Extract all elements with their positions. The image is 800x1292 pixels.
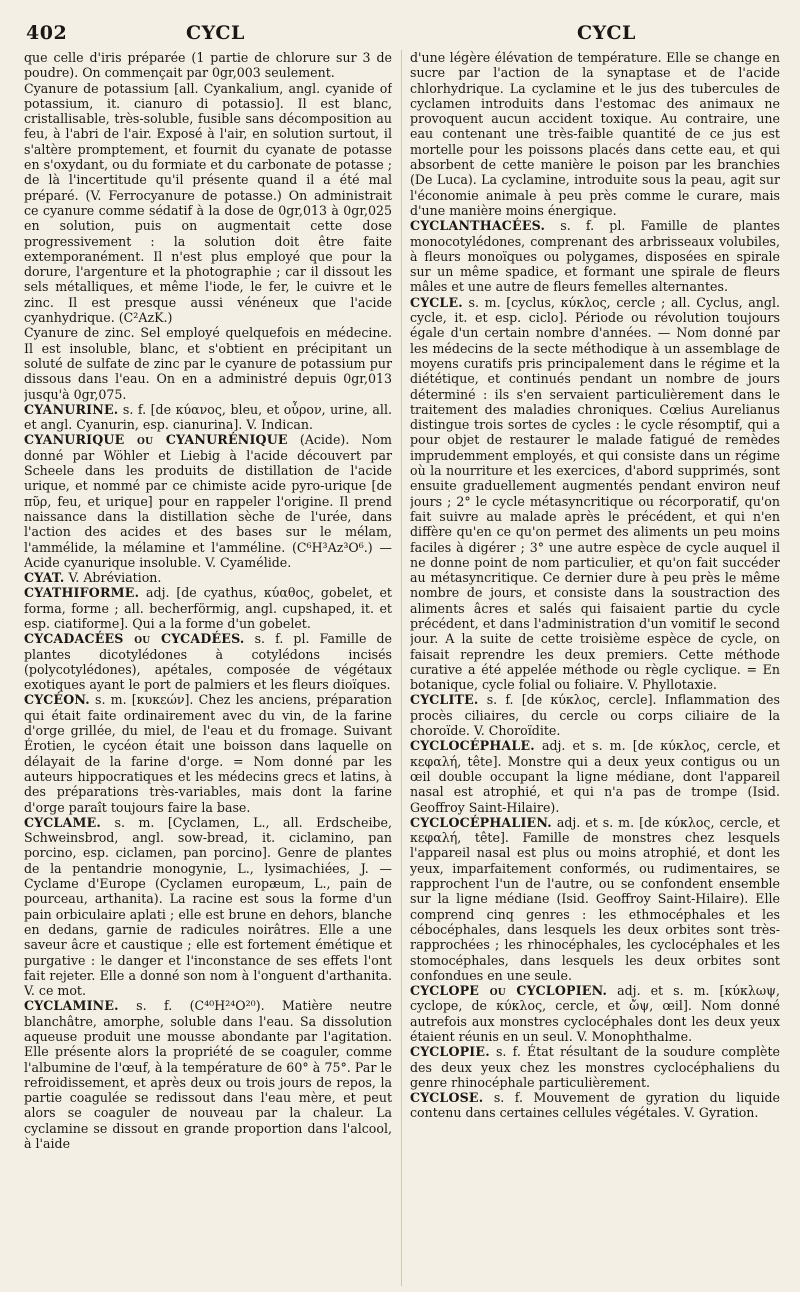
entry (410, 295, 780, 693)
entry-headword: CYCLAMINE. (24, 998, 119, 1014)
entry (24, 998, 392, 1151)
page-number: 402 (26, 22, 68, 44)
entry-text: V. Abréviation. (68, 570, 162, 586)
entry-text: adj. et s. m. [de κύκλος, cercle, et κεφαλή, tête]. Famille de monstres chez lesquels l'appareil nasal est plus ou moins atrophié, et dont les yeux, imparfaitement conformés, ou rudimentaires, se rapprochent l'un de l'autre, ou se confondent ensemble sur la ligne médiane (Isid. Geoffroy Saint-Hilaire). Elle comprend cinq genres : les ethmocéphales et les cébocéphales, dans lesquels les deux orbites sont très-rapprochées ; les rhinocéphales, les cyclocéphales et les stomocéphales, dans lesquels les deux orbites sont confondues en une seule. (410, 814, 780, 983)
entry-headword: CYCLITE. (410, 692, 479, 708)
entry-headword: CYCLOSE. (410, 1090, 484, 1106)
entry-headword: CYCLOPIE. (410, 1044, 490, 1060)
right-column (410, 50, 780, 1286)
entry-headword: CYATHIFORME. (24, 585, 140, 601)
entry (24, 325, 392, 401)
entry (410, 1090, 780, 1121)
entry-text: s. f. [de κύανος, bleu, et οὖρον, urine, all. et angl. Cyanurin, esp. cianurina]. V. Indican. (24, 401, 392, 433)
entry (24, 631, 392, 692)
entry-headword: CYANURIQUE ou CYANURÉNIQUE (24, 432, 288, 448)
entry-headword: CYCADACÉES ou CYCADÉES. (24, 631, 245, 647)
entry-headword: CYAT. (24, 570, 65, 586)
entry-text: s. f. (C⁴⁰H²⁴O²⁰). Matière neutre blanchâtre, amorphe, soluble dans l'eau. Sa dissolution aqueuse produit une mousse abondante par l'agitation. Elle présente alors la propriété de se coaguler, comme l'albumine de l'œuf, à la température de 60° à 75°. Par le refroidissement, et après deux ou trois jours de repos, la partie coagulée se redissout dans l'eau mère, et peut alors se coaguler de nouveau par la chaleur. La cyclamine se dissout en grande proportion dans l'alcool, à l'aide (24, 998, 392, 1152)
entry-text: (Acide). Nom donné par Wöhler et Liebig à l'acide découvert par Scheele dans les produits de distillation de l'acide urique, et nommé par ce chimiste acide pyro-urique [de πῦρ, feu, et urique] pour en rappeler l'origine. Il prend naissance dans la distillation sèche de l'urée, dans l'action des acides et des bases sur le mélam, l'ammélide, la mélamine et l'amméline. (C⁶H³Az³O⁶.) — Acide cyanurique insoluble. V. Cyamélide. (24, 432, 392, 570)
entry-headword: CYCLOPE ou CYCLOPIEN. (410, 983, 608, 999)
entry (410, 738, 780, 814)
entry (24, 432, 392, 570)
entry (24, 585, 392, 631)
entry-text: s. m. [cyclus, κύκλος, cercle ; all. Cyclus, angl. cycle, it. et esp. ciclo]. Période ou révolution toujours égale d'un certain nombre d'années. — Nom donné par les médecins de la secte méthodique à un assemblage de moyens curatifs pris principalement dans le régime et la diététique, et continués pendant un nombre de jours déterminé : ils s'en servaient particulièrement dans le traitement des maladies chroniques. Cœlius Aurelianus distingue trois sortes de cycles : le cycle résomptif, qui a pour objet de restaurer le malade fatigué de remèdes imprudemment employés, et qui consiste dans un régime où la nourriture et les exercices, d'abord supprimés, sont ensuite graduellement augmentés pendant environ neuf jours ; 2° le cycle métasyncritique ou récorporatif, qu'on fait suivre au malade après le précédent, et qui n'en diffère qu'en ce qu'on permet des aliments un peu moins faciles à digérer ; 3° une autre espèce de cycle auquel il ne donne point de nom particulier, et qu'on fait succéder au métasyncritique. Ce dernier dure à peu près le même nombre de jours, et consiste dans la soustraction des aliments âcres et salés qui faisaient partie du cycle précédent, et dans l'administration d'un vomitif le second jour. A la suite de cette troisième espèce de cycle, on faisait reprendre les deux premiers. Cette méthode curative a été appelée méthode ou règle cyclique. = En botanique, cycle folial ou foliaire. V. Phyllotaxie. (410, 294, 780, 693)
right-running-head: CYCL (577, 22, 636, 44)
entry-headword: CYCLE. (410, 294, 463, 310)
entry-headword: CYANURINE. (24, 401, 119, 417)
entry (410, 815, 780, 983)
entry-text: adj. et s. m. [κύκλωψ, cyclope, de κύκλος, cercle, et ὤψ, œil]. Nom donné autrefois aux monstres cyclocéphales dont les deux yeux étaient réunis en un seul. V. Monophthalme. (410, 983, 780, 1044)
entry (410, 1044, 780, 1090)
entry-text: s. f. État résultant de la soudure complète des deux yeux chez les monstres cyclocéphaliens du genre rhinocéphale particulièrement. (410, 1044, 780, 1090)
column-divider (401, 50, 402, 1286)
entry-headword: CYCLANTHACÉES. (410, 218, 546, 234)
entry-text: s. m. [Cyclamen, L., all. Erdscheibe, Schweinsbrod, angl. sow-bread, it. ciclamino, pan porcino, esp. ciclamen, pan porcino]. Genre de plantes de la pentandrie monogynie, L., lysimachiées, J. — Cyclame d'Europe (Cyclamen europæum, L., pain de pourceau, arthanita). La racine est sous la forme d'un pain orbiculaire aplati ; elle est brune en dehors, blanche en dedans, garnie de radicules noirâtres. Elle a une saveur âcre et caustique ; elle est fortement émétique et purgative : le danger et l'inconstance de ses effets l'ont fait rejeter. Elle a donné son nom à l'onguent d'arthanita. V. ce mot. (24, 814, 392, 999)
left-running-head: CYCL (186, 22, 245, 44)
entry (24, 570, 392, 585)
entry-text: que celle d'iris préparée (1 partie de chlorure sur 3 de poudre). On commençait par 0gr,003 seulement. (24, 50, 392, 81)
entry-text: Cyanure de potassium [all. Cyankalium, angl. cyanide of potassium, it. cianuro di potassio]. Il est blanc, cristallisable, très-soluble, fusible sans décomposition au feu, à l'abri de l'air. Exposé à l'air, en solution surtout, il s'altère promptement, et fournit du cyanate de potasse en s'oxydant, ou du formiate et du carbonate de potasse ; de là l'incertitude qu'il présente quand il a été mal préparé. (V. Ferrocyanure de potasse.) On administrait ce cyanure comme sédatif à la dose de 0gr,013 à 0gr,025 en solution, puis on augmentait cette dose progressivement : la solution doit être faite extemporanément. Il n'est plus employé que pour la dorure, l'argenture et la photographie ; car il dissout les sels métalliques, et même l'iode, le fer, le cuivre et le zinc. Il est presque aussi vénéneux que l'acide cyanhydrique. (C²AzK.) (24, 80, 392, 326)
entry (24, 81, 392, 326)
entry-headword: CYCLAME. (24, 814, 101, 830)
entry-text: d'une légère élévation de température. Elle se change en sucre par l'action de la synaptase et de l'acide chlorhydrique. La cyclamine et le jus des tubercules de cyclamen introduits dans l'estomac des animaux ne provoquent aucun accident toxique. Au contraire, une eau contenant une très-faible quantité de ce jus est mortelle pour les poissons placés dans cette eau, et qui absorbent de cette manière le poison par les branchies (De Luca). La cyclamine, introduite sous la peau, agit sur l'économie animale à peu près comme le curare, mais d'une manière moins énergique. (410, 50, 780, 218)
entry (24, 692, 392, 814)
entry-text: s. f. [de κύκλος, cercle]. Inflammation des procès ciliaires, du cercle ou corps ciliaire de la choroïde. V. Choroïdite. (410, 692, 780, 739)
entry-text: s. f. Mouvement de gyration du liquide contenu dans certaines cellules végétales. V. Gyration. (410, 1090, 780, 1121)
entry (24, 402, 392, 433)
entry (410, 692, 780, 738)
entry (410, 218, 780, 294)
entry (410, 50, 780, 218)
entry (24, 815, 392, 999)
entry-text: adj. et s. m. [de κύκλος, cercle, et κεφαλή, tête]. Monstre qui a deux yeux contigus ou un œil double occupant la ligne médiane, dont l'appareil nasal est atrophié, et qui n'a pas de trompe (Isid. Geoffroy Saint-Hilaire). (410, 738, 780, 815)
left-column (24, 50, 392, 1286)
entry-headword: CYCLOCÉPHALIEN. (410, 814, 552, 830)
entry-text: s. f. pl. Famille de plantes dicotylédones à cotylédons incisés (polycotylédones), apétales, composée de végétaux exotiques ayant le port de palmiers et les fleurs dioïques. (24, 631, 392, 693)
entry-headword: CYCÉON. (24, 692, 90, 708)
entry-text: s. f. pl. Famille de plantes monocotylédones, comprenant des arbrisseaux volubiles, à fleurs monoïques ou polygames, disposées en spirale sur un même spadice, et formant une spirale de fleurs mâles et une autre de fleurs femelles alternantes. (410, 218, 780, 295)
entry (24, 50, 392, 81)
entry (410, 983, 780, 1044)
entry-text: adj. [de cyathus, κύαθος, gobelet, et forma, forme ; all. becherförmig, angl. cupshaped, it. et esp. ciatiforme]. Qui a la forme d'un gobelet. (24, 585, 392, 631)
entry-text: s. m. [κυκεών]. Chez les anciens, préparation qui était faite ordinairement avec du vin, de la farine d'orge grillée, du miel, de l'eau et du fromage. Suivant Érotien, le cycéon était une boisson dans laquelle on délayait de la farine d'orge. = Nom donné par les auteurs hippocratiques et les médecins grecs et latins, à des préparations très-variables, mais dont la farine d'orge paraît toujours faire la base. (24, 692, 392, 815)
entry-text: Cyanure de zinc. Sel employé quelquefois en médecine. Il est insoluble, blanc, et s'obtient en précipitant un soluté de sulfate de zinc par le cyanure de potassium pur dissous dans l'eau. On en a administré depuis 0gr,013 jusqu'à 0gr,075. (24, 325, 392, 402)
entry-headword: CYCLOCÉPHALE. (410, 738, 535, 754)
